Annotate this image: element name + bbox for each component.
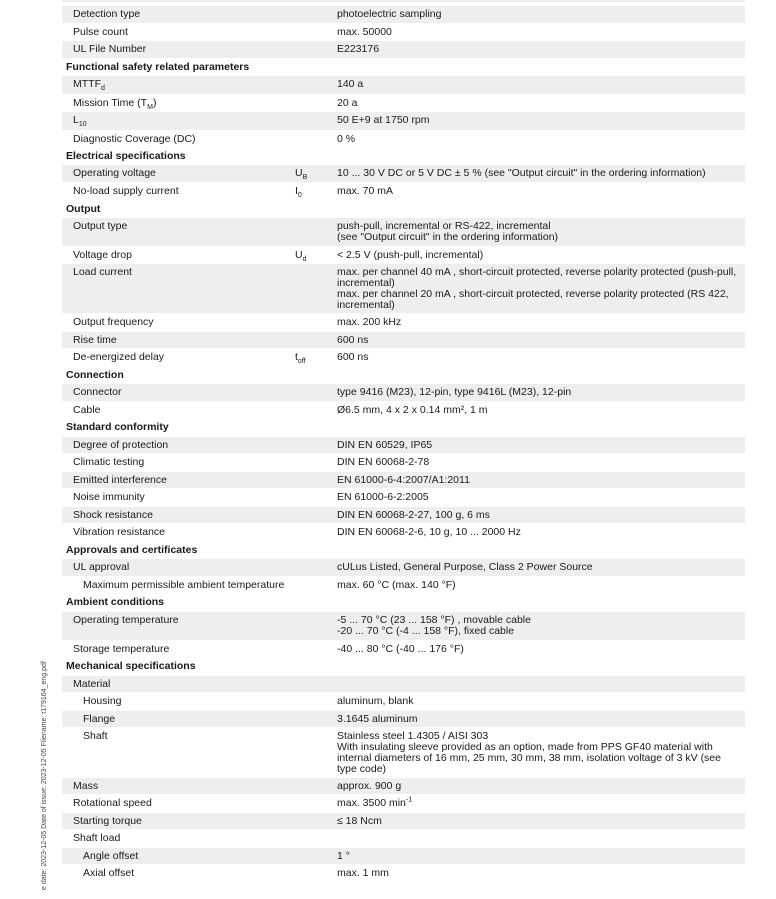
spec-value-line: [337, 868, 745, 879]
spec-symbol-text: t: [295, 351, 298, 363]
spec-label-text: Operating temperature: [73, 614, 179, 626]
spec-label: [62, 489, 295, 503]
spec-symbol: [295, 489, 337, 492]
spec-label: [62, 830, 295, 844]
spec-symbol: [295, 693, 337, 696]
spec-label-text: Connector: [73, 386, 122, 398]
spec-value: [337, 183, 745, 197]
spec-symbol: [295, 676, 337, 679]
spec-label-text: Climatic testing: [73, 456, 145, 468]
spec-value-line: [337, 317, 745, 328]
spec-label-text: Rise time: [73, 334, 117, 346]
spec-label: [62, 559, 295, 573]
spec-label-text: Detection type: [73, 8, 141, 20]
section-heading: [62, 594, 745, 612]
spec-symbol: [295, 41, 337, 44]
spec-value: [337, 676, 745, 679]
spec-value: [337, 314, 745, 328]
spec-value: [337, 247, 745, 261]
spec-label-text: Material: [73, 678, 111, 690]
spec-symbol: [295, 865, 337, 868]
spec-label-text: Cable: [73, 404, 101, 416]
spec-label-text: UL File Number: [73, 43, 147, 55]
spec-symbol: [295, 711, 337, 714]
spec-label-text: Shaft: [83, 730, 108, 742]
spec-value: [337, 6, 745, 20]
spec-row: [62, 76, 745, 95]
spec-label: [62, 131, 295, 145]
spec-value-line: [337, 644, 745, 655]
spec-symbol: [295, 795, 337, 798]
section-heading-label: Standard conformity: [66, 421, 169, 433]
spec-value-text: max. 70 mA: [337, 185, 394, 197]
spec-label-text: Flange: [83, 713, 116, 725]
spec-label: [62, 112, 295, 129]
spec-row: [62, 6, 745, 24]
spec-value-text: (see "Output circuit" in the ordering information): [337, 231, 559, 243]
section-heading: [62, 367, 745, 384]
spec-symbol: [295, 183, 337, 200]
spec-value-line: [337, 580, 745, 591]
section-heading: [62, 201, 745, 218]
spec-label-subscript: M: [147, 104, 153, 112]
spec-symbol-subscript: 0: [297, 192, 302, 200]
spec-row: [62, 676, 745, 693]
spec-value: [337, 577, 745, 591]
spec-row: [62, 24, 745, 41]
spec-symbol: [295, 165, 337, 182]
spec-row: [62, 728, 745, 778]
spec-symbol: [295, 507, 337, 510]
spec-value-text: -40 ... 80 °C (-40 ... 176 °F): [337, 643, 464, 655]
spec-value-text: photoelectric sampling: [337, 8, 442, 20]
spec-label-suffix: ): [152, 97, 157, 109]
spec-value: [337, 612, 745, 637]
spec-label-text: Operating voltage: [73, 167, 156, 179]
spec-row: [62, 41, 745, 59]
spec-symbol-subscript: d: [302, 256, 307, 264]
spec-label: [62, 165, 295, 179]
spec-label: [62, 76, 295, 93]
spec-symbol: [295, 131, 337, 134]
spec-symbol: [295, 314, 337, 317]
spec-label-text: Noise immunity: [73, 491, 145, 503]
spec-symbol: [295, 264, 337, 267]
spec-label-text: Axial offset: [83, 867, 135, 879]
spec-label: [62, 472, 295, 486]
spec-label-text: Rotational speed: [73, 797, 152, 809]
spec-row: [62, 612, 745, 641]
spec-symbol-text: U: [295, 167, 303, 179]
spec-value: [337, 112, 745, 126]
spec-symbol-subscript: off: [297, 358, 306, 366]
spec-value: [337, 830, 745, 833]
spec-row: [62, 472, 745, 489]
spec-label-text: Shaft load: [73, 832, 121, 844]
spec-row: [62, 711, 745, 728]
spec-symbol: [295, 559, 337, 562]
spec-value-line: [337, 44, 745, 55]
spec-value-line: [337, 798, 745, 809]
section-heading: [62, 658, 745, 676]
spec-row: [62, 489, 745, 507]
spec-row: [62, 314, 745, 332]
spec-label: [62, 795, 295, 809]
spec-row: [62, 577, 745, 594]
spec-symbol: [295, 349, 337, 366]
spec-symbol: [295, 218, 337, 221]
spec-value: [337, 641, 745, 655]
spec-value-line: [337, 492, 745, 503]
spec-value: [337, 41, 745, 55]
spec-value-text: max. per channel 20 mA , short-circuit protected, reverse polarity protected (RS 422,: [337, 288, 729, 300]
spec-symbol: [295, 472, 337, 475]
spec-row: [62, 524, 745, 542]
spec-label-text: Vibration resistance: [73, 526, 166, 538]
spec-symbol-text: I: [295, 185, 298, 197]
section-heading-label: Electrical specifications: [66, 150, 186, 162]
spec-label: [62, 437, 295, 451]
spec-value-text: ≤ 18 Ncm: [337, 815, 382, 827]
spec-row: [62, 848, 745, 865]
spec-label: [62, 641, 295, 655]
spec-label-text: Mission Time (T: [73, 97, 148, 109]
specifications-table: [62, 6, 745, 883]
spec-value-text: EN 61000-6-4:2007/A1:2011: [337, 474, 470, 486]
spec-symbol: [295, 778, 337, 781]
spec-label: [62, 95, 295, 112]
spec-value-line: [337, 851, 745, 862]
spec-value: [337, 131, 745, 145]
spec-row: [62, 332, 745, 349]
spec-symbol: [295, 332, 337, 335]
spec-value-text: cULus Listed, General Purpose, Class 2 Power Source: [337, 561, 593, 573]
section-heading-label: Ambient conditions: [66, 596, 164, 608]
spec-symbol: [295, 454, 337, 457]
spec-label: [62, 384, 295, 398]
spec-value-line: [337, 168, 745, 179]
spec-label-text: Shock resistance: [73, 509, 153, 521]
spec-value: [337, 218, 745, 243]
spec-label-subscript: d: [101, 85, 105, 93]
spec-value-line: [337, 289, 745, 300]
spec-value-line: [337, 510, 745, 521]
spec-value-text: max. 60 °C (max. 140 °F): [337, 579, 456, 591]
spec-value: [337, 95, 745, 109]
spec-row: [62, 112, 745, 131]
spec-label: [62, 507, 295, 521]
section-heading: [62, 59, 745, 76]
spec-value-line: [337, 457, 745, 468]
spec-row: [62, 264, 745, 314]
spec-row: [62, 830, 745, 848]
spec-label: [62, 524, 295, 538]
spec-symbol: [295, 577, 337, 580]
spec-value-text: < 2.5 V (push-pull, incremental): [337, 249, 484, 261]
spec-value-line: [337, 98, 745, 109]
document-metadata-text: e date: 2023-12-05 Date of issue: 2023-12-05 Filename: t179164_eng.pdf: [41, 661, 48, 890]
spec-value-line: [337, 387, 745, 398]
spec-row: [62, 865, 745, 883]
spec-label-subscript: 10: [78, 121, 87, 129]
spec-value-text: 10 ... 30 V DC or 5 V DC ± 5 % (see "Output circuit" in the ordering information): [337, 167, 706, 179]
spec-value-text: -20 ... 70 °C (-4 ... 158 °F), fixed cable: [337, 625, 515, 637]
spec-value-line: [337, 753, 745, 764]
spec-value: [337, 813, 745, 827]
spec-value-text: internal diameters of 16 mm, 25 mm, 30 mm, 38 mm, isolation voltage of 3 kV (see: [337, 752, 721, 764]
spec-value-line: [337, 781, 745, 792]
spec-symbol: [295, 728, 337, 731]
spec-value-text: DIN EN 60529, IP65: [337, 439, 433, 451]
spec-value-text: incremental): [337, 277, 395, 289]
spec-value-superscript: -1: [405, 796, 413, 804]
section-heading: [62, 542, 745, 559]
spec-value-line: [337, 475, 745, 486]
spec-value: [337, 524, 745, 538]
spec-symbol: [295, 112, 337, 115]
spec-symbol: [295, 830, 337, 833]
spec-label: [62, 865, 295, 879]
spec-value-text: max. 1 mm: [337, 867, 389, 879]
spec-value-line: [337, 626, 745, 637]
spec-row: [62, 559, 745, 577]
spec-value-text: incremental): [337, 299, 395, 311]
spec-value-line: [337, 186, 745, 197]
spec-label: [62, 183, 295, 197]
spec-symbol: [295, 612, 337, 615]
spec-label: [62, 454, 295, 468]
spec-value: [337, 349, 745, 363]
spec-symbol: [295, 247, 337, 264]
spec-label-text: Output type: [73, 220, 128, 232]
spec-row: [62, 165, 745, 183]
spec-value-line: [337, 440, 745, 451]
spec-label-text: Housing: [83, 695, 122, 707]
spec-value-text: -5 ... 70 °C (23 ... 158 °F) , movable cable: [337, 614, 531, 626]
spec-label: [62, 577, 295, 591]
spec-label: [62, 6, 295, 20]
spec-symbol: [295, 76, 337, 79]
spec-value: [337, 24, 745, 38]
section-heading: [62, 148, 745, 165]
spec-label: [62, 612, 295, 626]
spec-value: [337, 559, 745, 573]
spec-value-line: [337, 816, 745, 827]
spec-value-text: With insulating sleeve provided as an option, made from PPS GF40 material with: [337, 741, 713, 753]
spec-value-text: Stainless steel 1.4305 / AISI 303: [337, 730, 489, 742]
spec-label-text: L: [73, 114, 79, 126]
spec-value-text: 3.1645 aluminum: [337, 713, 418, 725]
spec-value-text: push-pull, incremental or RS-422, incremental: [337, 220, 551, 232]
spec-value: [337, 848, 745, 862]
spec-label-text: Output frequency: [73, 316, 154, 328]
spec-label: [62, 41, 295, 55]
spec-row: [62, 507, 745, 524]
spec-label-text: MTTF: [73, 78, 101, 90]
spec-label-text: Diagnostic Coverage (DC): [73, 133, 196, 145]
spec-value: [337, 437, 745, 451]
spec-label: [62, 264, 295, 278]
spec-symbol: [295, 402, 337, 405]
spec-label: [62, 349, 295, 363]
spec-row: [62, 349, 745, 367]
spec-label-text: De-energized delay: [73, 351, 165, 363]
spec-row: [62, 183, 745, 201]
spec-symbol: [295, 524, 337, 527]
spec-value-line: [337, 335, 745, 346]
section-heading: [62, 419, 745, 437]
spec-symbol: [295, 24, 337, 27]
spec-label: [62, 314, 295, 328]
spec-value-text: max. 50000: [337, 26, 392, 38]
spec-label-text: Mass: [73, 780, 99, 792]
spec-value-line: [337, 250, 745, 261]
spec-label-text: Angle offset: [83, 850, 139, 862]
spec-value-text: type code): [337, 763, 387, 775]
spec-row: [62, 218, 745, 247]
spec-value-text: 1 °: [337, 850, 350, 862]
spec-label-text: No-load supply current: [73, 185, 179, 197]
spec-label-text: Pulse count: [73, 26, 128, 38]
spec-value: [337, 384, 745, 398]
spec-row: [62, 813, 745, 830]
spec-row: [62, 641, 745, 658]
spec-label: [62, 693, 295, 707]
spec-value: [337, 711, 745, 725]
spec-value-line: [337, 405, 745, 416]
spec-value-line: [337, 79, 745, 90]
spec-value: [337, 165, 745, 179]
spec-label-text: Maximum permissible ambient temperature: [83, 579, 285, 591]
spec-label-text: Voltage drop: [73, 249, 132, 261]
spec-value-line: [337, 764, 745, 775]
spec-value-text: aluminum, blank: [337, 695, 414, 707]
spec-label: [62, 728, 295, 742]
spec-value-line: [337, 352, 745, 363]
spec-value: [337, 865, 745, 879]
section-heading-label: Mechanical specifications: [66, 660, 196, 672]
spec-symbol: [295, 384, 337, 387]
section-heading-label: Output: [66, 203, 101, 215]
spec-value-text: 20 a: [337, 97, 358, 109]
spec-value: [337, 778, 745, 792]
spec-label-text: Emitted interference: [73, 474, 167, 486]
document-sidebar: [34, 0, 48, 899]
spec-value-line: [337, 232, 745, 243]
spec-row: [62, 95, 745, 112]
spec-value-text: EN 61000-6-2:2005: [337, 491, 429, 503]
spec-value-text: DIN EN 60068-2-6, 10 g, 10 ... 2000 Hz: [337, 526, 521, 538]
spec-value: [337, 795, 745, 809]
table-top-edge: [62, 0, 745, 2]
spec-value-text: max. 200 kHz: [337, 316, 402, 328]
spec-row: [62, 131, 745, 148]
spec-value-text: type 9416 (M23), 12-pin, type 9416L (M23), 12-pin: [337, 386, 572, 398]
spec-row: [62, 437, 745, 454]
spec-value-text: DIN EN 60068-2-27, 100 g, 6 ms: [337, 509, 490, 521]
spec-label-text: Starting torque: [73, 815, 142, 827]
spec-label: [62, 332, 295, 346]
spec-label: [62, 676, 295, 690]
spec-value-text: 600 ns: [337, 351, 369, 363]
spec-row: [62, 693, 745, 711]
spec-symbol: [295, 95, 337, 98]
spec-value-line: [337, 115, 745, 126]
spec-symbol: [295, 813, 337, 816]
spec-row: [62, 778, 745, 795]
spec-row: [62, 795, 745, 813]
spec-label-text: Degree of protection: [73, 439, 169, 451]
spec-value-text: E223176: [337, 43, 380, 55]
spec-label-text: Load current: [73, 266, 132, 278]
spec-value-line: [337, 714, 745, 725]
spec-value: [337, 693, 745, 707]
spec-value: [337, 264, 745, 311]
spec-symbol-subscript: B: [302, 174, 308, 182]
spec-value-text: Ø6.5 mm, 4 x 2 x 0.14 mm², 1 m: [337, 404, 488, 416]
spec-value-line: [337, 696, 745, 707]
spec-symbol-text: U: [295, 249, 303, 261]
spec-value: [337, 76, 745, 90]
spec-row: [62, 247, 745, 264]
spec-value: [337, 332, 745, 346]
spec-label: [62, 813, 295, 827]
spec-value: [337, 454, 745, 468]
spec-value-text: approx. 900 g: [337, 780, 402, 792]
spec-value-text: 0 %: [337, 133, 356, 145]
section-heading-label: Functional safety related parameters: [66, 61, 250, 73]
spec-value: [337, 402, 745, 416]
spec-label: [62, 24, 295, 38]
spec-value-text: 50 E+9 at 1750 rpm: [337, 114, 430, 126]
spec-value-text: 600 ns: [337, 334, 369, 346]
spec-symbol: [295, 6, 337, 9]
spec-label: [62, 247, 295, 261]
spec-value-line: [337, 134, 745, 145]
spec-value-text: 140 a: [337, 78, 364, 90]
spec-symbol: [295, 437, 337, 440]
spec-label: [62, 711, 295, 725]
spec-label-text: Storage temperature: [73, 643, 170, 655]
spec-label: [62, 402, 295, 416]
spec-label: [62, 218, 295, 232]
spec-value: [337, 472, 745, 486]
spec-value-text: max. 3500 min: [337, 797, 406, 809]
spec-row: [62, 454, 745, 472]
spec-value-line: [337, 527, 745, 538]
spec-value: [337, 489, 745, 503]
spec-value-line: [337, 562, 745, 573]
spec-value: [337, 507, 745, 521]
spec-label-text: UL approval: [73, 561, 130, 573]
spec-value-text: max. per channel 40 mA , short-circuit protected, reverse polarity protected (push-pull,: [337, 266, 737, 278]
spec-value-line: [337, 300, 745, 311]
spec-row: [62, 402, 745, 419]
spec-label: [62, 778, 295, 792]
spec-value-text: DIN EN 60068-2-78: [337, 456, 430, 468]
spec-symbol: [295, 641, 337, 644]
spec-label: [62, 848, 295, 862]
spec-symbol: [295, 848, 337, 851]
spec-value: [337, 728, 745, 775]
spec-value-line: [337, 27, 745, 38]
spec-value-line: [337, 9, 745, 20]
section-heading-label: Connection: [66, 369, 124, 381]
section-heading-label: Approvals and certificates: [66, 544, 198, 556]
spec-value-line: [337, 267, 745, 278]
spec-row: [62, 384, 745, 402]
